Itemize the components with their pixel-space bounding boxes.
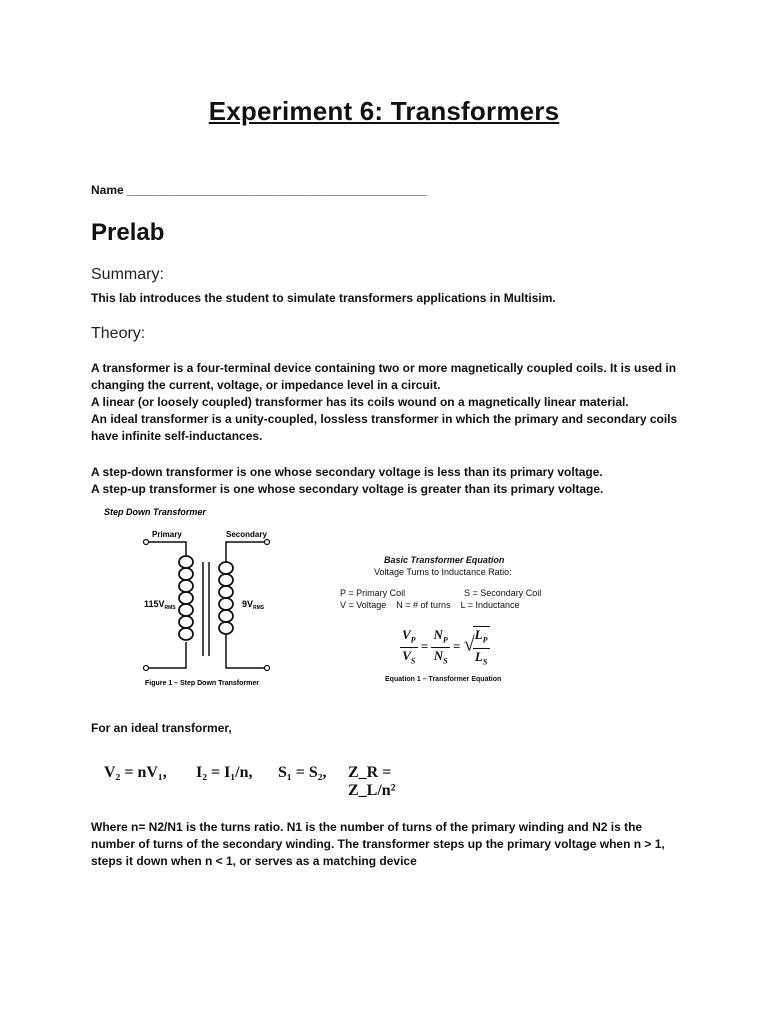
power-equation: S₁ = S₂, <box>278 764 327 781</box>
ideal-intro: For an ideal transformer, <box>91 721 232 735</box>
legend-primary: P = Primary Coil <box>340 588 406 598</box>
summary-heading: Summary: <box>91 266 164 283</box>
primary-wire-bottom <box>148 642 186 668</box>
name-field-label: Name _____________________________________________ <box>91 183 428 197</box>
terminal-icon <box>144 666 149 671</box>
step-down-line: A step-down transformer is one whose secondary voltage is less than its primary voltage. <box>91 465 603 479</box>
primary-wire-top <box>148 542 186 556</box>
theory-line: A transformer is a four-terminal device containing two or more magnetically coupled coils. It is used in <box>91 361 677 375</box>
voltage-equation: V₂ = nV₁, <box>104 764 167 781</box>
equation-subtitle: Voltage Turns to Inductance Ratio: <box>374 567 512 577</box>
current-equation: I₂ = I₁/n, <box>196 764 253 781</box>
primary-label: Primary <box>152 530 182 539</box>
prelab-heading: Prelab <box>91 219 165 246</box>
equation-caption: Equation 1 – Transformer Equation <box>385 676 502 683</box>
transformer-diagram <box>100 506 290 696</box>
theory-line: A linear (or loosely coupled) transformer has its coils wound on a magnetically linear material. <box>91 395 629 409</box>
where-line: steps it down when n < 1, or serves as a matching device <box>91 854 417 868</box>
turns-ratio-formula: $\frac{V_P}{V_S}$ = $\frac{N_P}{N_S}$ = √ $\frac{L_P}{L_S}$ <box>400 626 490 669</box>
equation-legend-1 <box>340 588 560 598</box>
secondary-wire-bottom <box>226 634 265 668</box>
theory-line: changing the current, voltage, or impedance level in a circuit. <box>91 378 441 392</box>
where-line: Where n= N2/N1 is the turns ratio. N1 is the number of turns of the primary winding and N2 is the <box>91 820 643 834</box>
terminal-icon <box>265 666 270 671</box>
impedance-equation: Z_R = Z_L/n² <box>348 764 396 799</box>
ideal-equations <box>100 756 420 799</box>
secondary-coil-icon <box>219 562 233 634</box>
transformer-equation-figure <box>340 555 560 690</box>
secondary-wire-top <box>226 542 265 562</box>
theory-paragraph <box>91 360 691 445</box>
theory-line: have infinite self-inductances. <box>91 429 263 443</box>
page-title: Experiment 6: Transformers <box>208 96 560 126</box>
summary-text: This lab introduces the student to simulate transformers applications in Multisim. <box>91 291 556 305</box>
legend-secondary: S = Secondary Coil <box>464 588 542 598</box>
terminal-icon <box>144 540 149 545</box>
primary-voltage: $115V_{RMS}$ <box>144 599 176 611</box>
figure1-title: Step Down Transformer <box>104 507 206 517</box>
equation-title: Basic Transformer Equation <box>384 555 505 565</box>
theory-heading: Theory: <box>91 325 146 342</box>
step-down-transformer-figure <box>100 506 290 696</box>
where-line: number of turns of the secondary winding. The transformer steps up the primary voltage when n > 1, <box>91 837 665 851</box>
primary-coil-icon <box>179 556 193 640</box>
theory-line: An ideal transformer is a unity-coupled, lossless transformer in which the primary and secondary coils <box>91 412 678 426</box>
step-paragraph <box>91 464 691 498</box>
step-up-line: A step-up transformer is one whose secondary voltage is greater than its primary voltage. <box>91 482 604 496</box>
equation-legend-2: V = Voltage N = # of turns L = Inductance <box>340 600 520 610</box>
secondary-voltage: $9V_{RMS}$ <box>242 599 265 611</box>
figure1-caption: Figure 1 – Step Down Transformer <box>145 680 259 687</box>
terminal-icon <box>265 540 270 545</box>
secondary-label: Secondary <box>226 530 267 539</box>
where-paragraph <box>91 819 691 870</box>
